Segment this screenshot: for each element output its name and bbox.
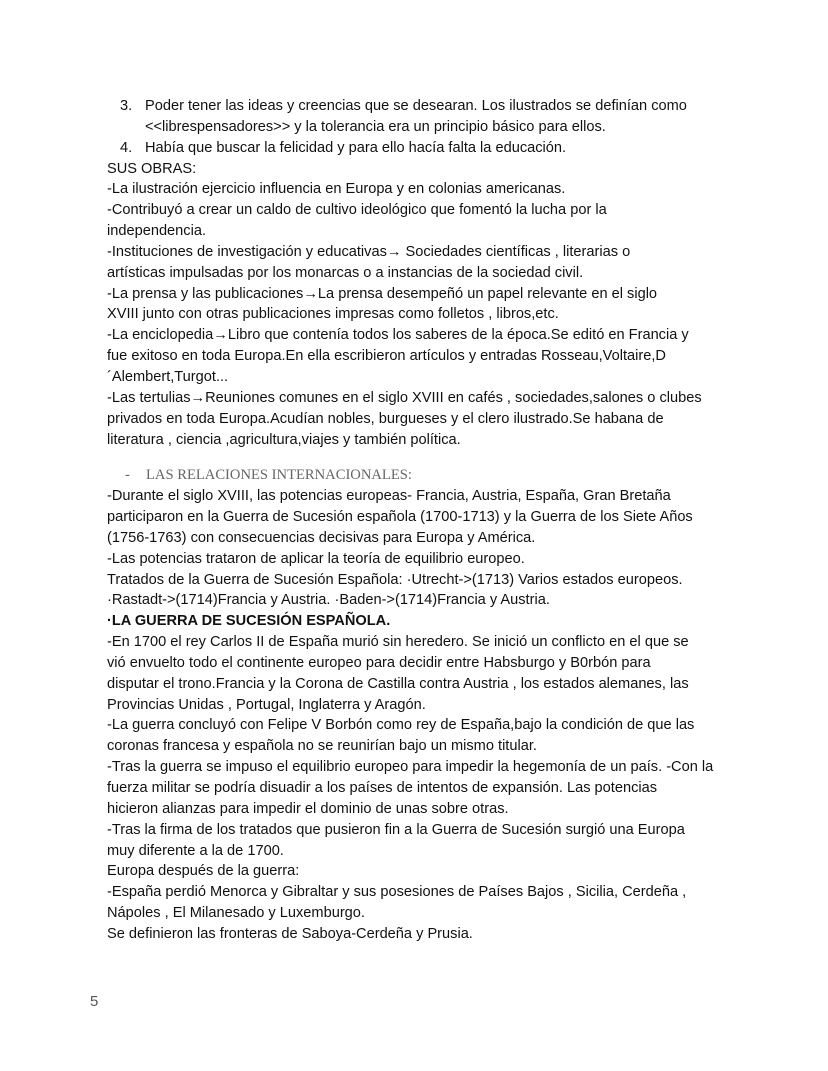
text-line: -La enciclopedia→Libro que contenía todos los saberes de la época.Se editó en Francia y: [107, 327, 689, 344]
section-relaciones: [107, 486, 747, 611]
text-line: independencia.: [107, 223, 206, 240]
subheading: ·LA GUERRA DE SUCESIÓN ESPAÑOLA.: [107, 613, 391, 630]
text-line: artísticas impulsadas por los monarcas o a instancias de la sociedad civil.: [107, 264, 584, 281]
page-number: 5: [90, 993, 99, 1010]
text-line: -España perdió Menorca y Gibraltar y sus posesiones de Países Bajos , Sicilia, Cerdeña ,: [107, 884, 687, 901]
text-line: disputar el trono.Francia y la Corona de Castilla contra Austria , los estados alemanes, las: [107, 675, 689, 692]
heading-text: LAS RELACIONES INTERNACIONALES:: [146, 467, 412, 484]
text-line: participaron en la Guerra de Sucesión española (1700-1713) y la Guerra de los Siete Años: [107, 509, 693, 526]
text-line: XVIII junto con otras publicaciones impresas como folletos , libros,etc.: [107, 306, 559, 323]
list-text: Poder tener las ideas y creencias que se desearan. Los ilustrados se definían como: [145, 98, 687, 114]
text-line: ·Rastadt->(1714)Francia y Austria. ·Baden->(1714)Francia y Austria.: [107, 592, 550, 609]
text-line: -La ilustración ejercicio influencia en Europa y en colonias americanas.: [107, 181, 566, 198]
list-number: 4.: [120, 139, 133, 156]
list-item-continuation: <<librespensadores>> y la tolerancia era un principio básico para ellos.: [145, 118, 606, 135]
list-text: Había que buscar la felicidad y para ello hacía falta la educación.: [145, 139, 567, 156]
text-line: -Las tertulias→Reuniones comunes en el siglo XVIII en cafés , sociedades,salones o clubes: [107, 389, 702, 406]
text-line: privados en toda Europa.Acudían nobles, burgueses y el clero ilustrado.Se habana de: [107, 410, 664, 427]
text-line: vió envuelto todo el continente europeo para decidir entre Habsburgo y B0rbón para: [107, 654, 651, 671]
text-line: -Tras la guerra se impuso el equilibrio europeo para impedir la hegemonía de un país. -Con la: [107, 759, 714, 776]
list-item: [107, 138, 747, 159]
text-line: -Tras la firma de los tratados que pusieron fin a la Guerra de Sucesión surgió una Europa: [107, 821, 685, 838]
heading-bullet: -: [125, 467, 130, 484]
section-heading: [107, 465, 747, 486]
document-page: [107, 96, 747, 945]
text-line: Se definieron las fronteras de Saboya-Cerdeña y Prusia.: [107, 925, 473, 942]
text-line: fuerza militar se podría disuadir a los países de intentos de expansión. Las potencias: [107, 780, 658, 796]
text-line: muy diferente a la de 1700.: [107, 842, 284, 859]
text-line: SUS OBRAS:: [107, 160, 197, 177]
text-line: (1756-1763) con consecuencias decisivas para Europa y América.: [107, 529, 536, 546]
text-line: hicieron alianzas para impedir el dominio de unas sobre otras.: [107, 800, 509, 817]
text-line: -Las potencias trataron de aplicar la teoría de equilibrio europeo.: [107, 550, 525, 567]
text-line: Europa después de la guerra:: [107, 863, 300, 880]
text-line: Nápoles , El Milanesado y Luxemburgo.: [107, 905, 365, 922]
text-line: -La guerra concluyó con Felipe V Borbón como rey de España,bajo la condición de que las: [107, 717, 695, 734]
text-line: -Durante el siglo XVIII, las potencias europeas- Francia, Austria, España, Gran Bretaña: [107, 488, 671, 505]
list-item: [107, 96, 747, 117]
text-line: -Contribuyó a crear un caldo de cultivo ideológico que fomentó la lucha por la: [107, 202, 607, 219]
text-line: fue exitoso en toda Europa.En ella escribieron artículos y entradas Rosseau,Voltaire,D: [107, 348, 666, 365]
text-line: Provincias Unidas , Portugal, Inglaterra y Aragón.: [107, 696, 426, 713]
text-line: -En 1700 el rey Carlos II de España murió sin heredero. Se inició un conflicto en el que se: [107, 634, 689, 651]
text-line: -Instituciones de investigación y educativas→ Sociedades científicas , literarias o: [107, 243, 631, 260]
list-number: 3.: [120, 98, 133, 114]
text-line: coronas francesa y española no se reunirían bajo un mismo titular.: [107, 738, 537, 755]
section-obras: [107, 159, 747, 451]
text-line: -La prensa y las publicaciones→La prensa desempeñó un papel relevante en el siglo: [107, 285, 658, 302]
text-line: Tratados de la Guerra de Sucesión Española: ·Utrecht->(1713) Varios estados europeos.: [107, 571, 683, 588]
text-line: literatura , ciencia ,agricultura,viajes y también política.: [107, 431, 461, 448]
section-guerra: [107, 632, 747, 945]
text-line: ´Alembert,Turgot...: [107, 368, 229, 385]
numbered-list: [107, 96, 747, 159]
